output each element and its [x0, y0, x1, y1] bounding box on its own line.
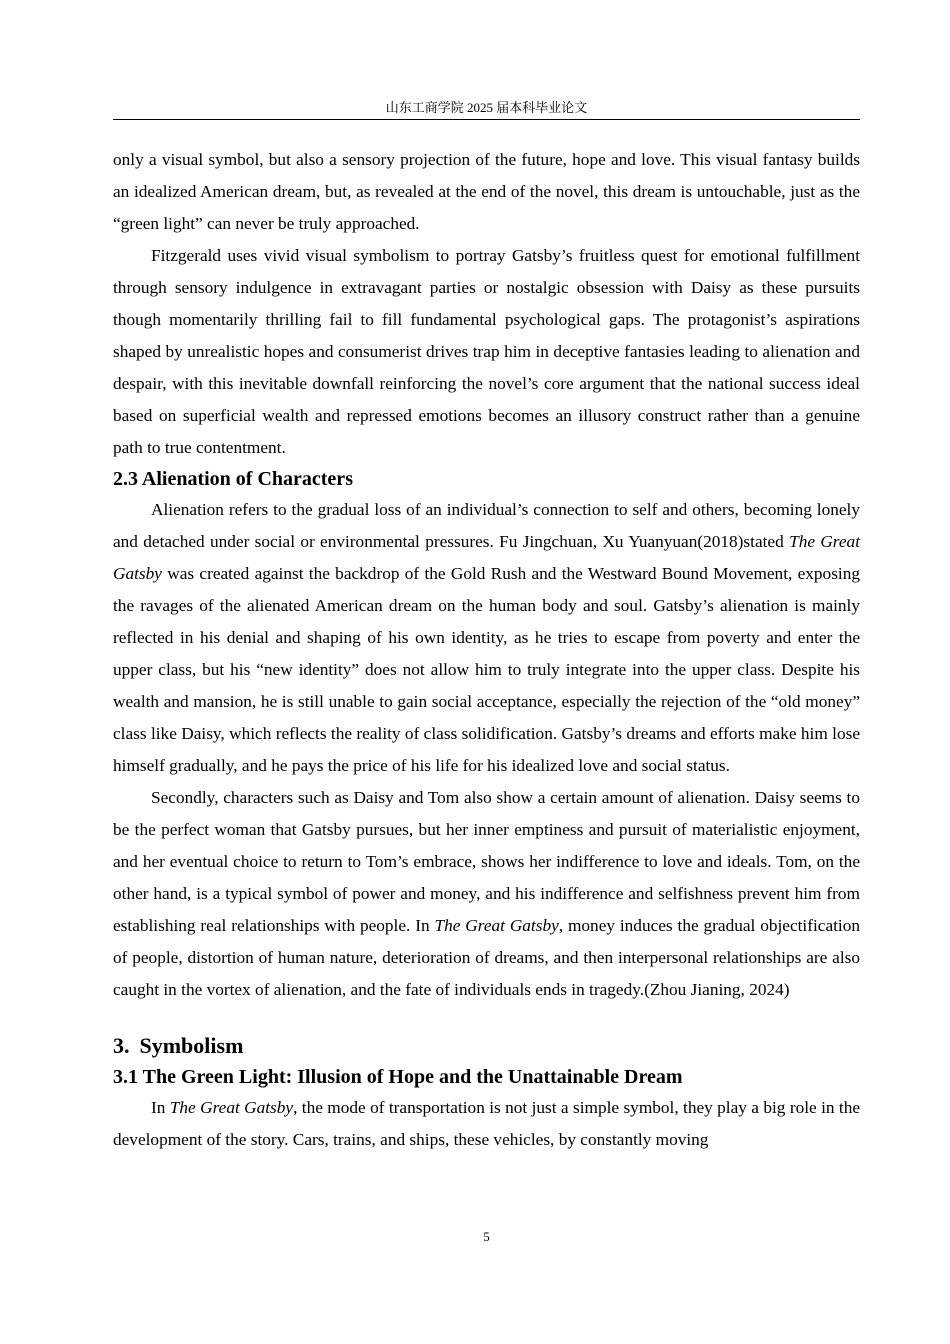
chapter-heading-3 — [113, 1030, 860, 1062]
chapter-number: 3. — [113, 1033, 130, 1058]
text-run: Secondly, characters such as Daisy and Tom also show a certain amount of alienation. Daisy seems to be the perfect woman that Gatsby pursues, but her inner emptiness and pursuit of materialistic enjoyment, and her eventual choice to return to Tom’s embrace, shows her indifference to love and ideals. Tom, on the other hand, is a typical symbol of power and money, and his indifference and selfishness prevent him from establishing real relationships with people. In — [113, 788, 860, 935]
section-heading-3-1: 3.1 The Green Light: Illusion of Hope and the Unattainable Dream — [113, 1066, 683, 1088]
text-run: , money induces the gradual objectification of people, distortion of human nature, deterioration of dreams, and then interpersonal relationships are also caught in the vortex of alienation, and the fate of individuals ends in tragedy.(Zhou Jianing, 2024) — [113, 916, 860, 999]
page-body — [113, 144, 860, 1156]
paragraph-visual-symbolism: Fitzgerald uses vivid visual symbolism to portray Gatsby’s fruitless quest for emotional fulfillment through sensory indulgence in extravagant parties or nostalgic obsession with Daisy as these pursuits though momentarily thrilling fail to fill fundamental psychological gaps. The protagonist’s aspirations shaped by unrealistic hopes and consumerist drives trap him in deceptive fantasies leading to alienation and despair, with this inevitable downfall reinforcing the novel’s core argument that the national success ideal based on superficial wealth and repressed emotions becomes an illusory construct rather than a genuine path to true contentment. — [113, 246, 860, 457]
book-title: The Great Gatsby — [434, 916, 559, 935]
section-heading-2-3: 2.3 Alienation of Characters — [113, 468, 353, 490]
chapter-title: Symbolism — [139, 1033, 244, 1058]
paragraph-transportation — [113, 1092, 860, 1156]
header-rule — [113, 119, 860, 120]
text-run: , the mode of transportation is not just a simple symbol, they play a big role in the development of the story. Cars, trains, and ships, these vehicles, by constantly moving — [113, 1098, 861, 1149]
paragraph-continued: only a visual symbol, but also a sensory projection of the future, hope and love. This visual fantasy builds an idealized American dream, but, as revealed at the end of the novel, this dream is untouchable, just as the “green light” can never be truly approached. — [113, 150, 860, 233]
text-run: In — [151, 1098, 170, 1117]
text-run: Alienation refers to the gradual loss of an individual’s connection to self and others, becoming lonely and detached under social or environmental pressures. Fu Jingchuan, Xu Yuanyuan(2018)stated — [113, 500, 860, 551]
running-header: 山东工商学院 2025 届本科毕业论文 — [385, 100, 588, 115]
book-title: The Great Gatsby — [113, 532, 861, 583]
paragraph-daisy-tom — [113, 782, 860, 1006]
paragraph-alienation-definition — [113, 494, 860, 782]
text-run: was created against the backdrop of the Gold Rush and the Westward Bound Movement, exposing the ravages of the alienated American dream on the human body and soul. Gatsby’s alienation is mainly reflected in his denial and shaping of his own identity, as he tries to escape from poverty and enter the upper class, but his “new identity” does not allow him to truly integrate into the upper class. Despite his wealth and mansion, he is still unable to gain social acceptance, especially the rejection of the “old money” class like Daisy, which reflects the reality of class solidification. Gatsby’s dreams and efforts make him lose himself gradually, and he pays the price of his life for his idealized love and social status. — [113, 564, 860, 775]
book-title: The Great Gatsby — [169, 1098, 294, 1117]
page-number: 5 — [483, 1229, 490, 1244]
